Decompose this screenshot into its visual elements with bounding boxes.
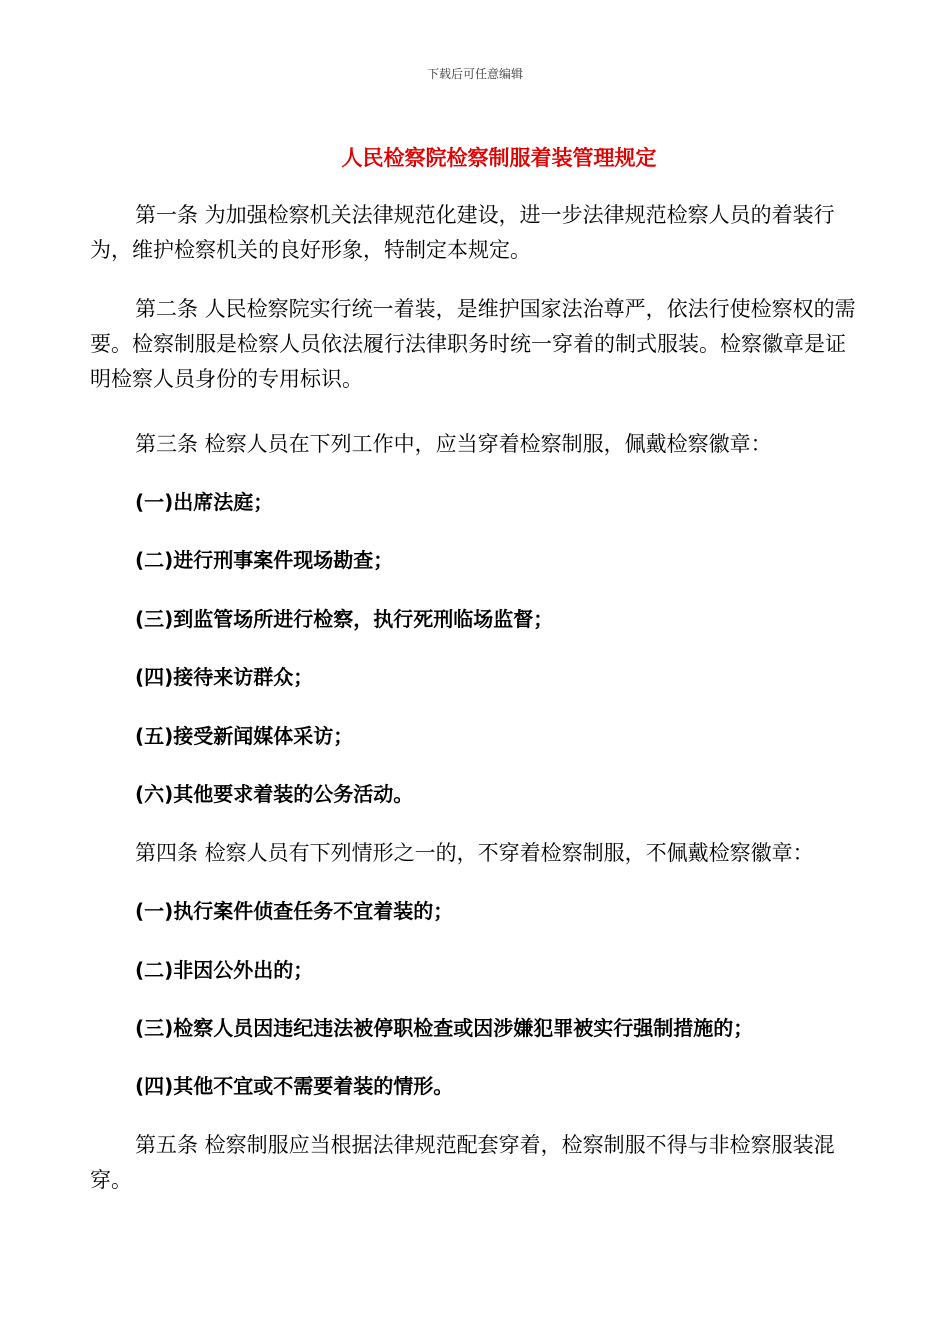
article-4-item: (三)检察人员因违纪违法被停职检查或因涉嫌犯罪被实行强制措施的；	[135, 1016, 754, 1040]
article-4-paragraph: 第四条 检察人员有下列情形之一的，不穿着检察制服，不佩戴检察徽章：	[135, 841, 814, 865]
document-title: 人民检察院检察制服着装管理规定	[341, 146, 657, 170]
article-3-item: (二)进行刑事案件现场勘查；	[135, 548, 394, 572]
article-3-item: (一)出席法庭；	[135, 490, 274, 514]
article-4-item: (二)非因公外出的；	[135, 958, 314, 982]
article-3-paragraph: 第三条 检察人员在下列工作中，应当穿着检察制服，佩戴检察徽章：	[135, 432, 772, 456]
article-4-item: (一)执行案件侦查任务不宜着装的；	[135, 899, 454, 923]
article-2-paragraph: 第二条 人民检察院实行统一着装，是维护国家法治尊严，依法行使检察权的需要。检察制服是检察人员依法履行法律职务时统一穿着的制式服装。检察徽章是证明检察人员身份的专用标识。	[90, 297, 856, 391]
article-3-item: (六)其他要求着装的公务活动。	[135, 782, 414, 806]
page-header-note: 下载后可任意编辑	[426, 67, 523, 81]
article-4-item: (四)其他不宜或不需要着装的情形。	[135, 1074, 454, 1098]
article-3-item: (三)到监管场所进行检察，执行死刑临场监督；	[135, 607, 554, 631]
article-5-paragraph: 第五条 检察制服应当根据法律规范配套穿着，检察制服不得与非检察服装混穿。	[90, 1133, 835, 1192]
article-3-item: (五)接受新闻媒体采访；	[135, 724, 354, 748]
article-1-paragraph: 第一条 为加强检察机关法律规范化建设，进一步法律规范检察人员的着装行为，维护检察机关的良好形象，特制定本规定。	[90, 203, 835, 262]
article-3-item: (四)接待来访群众；	[135, 665, 314, 689]
